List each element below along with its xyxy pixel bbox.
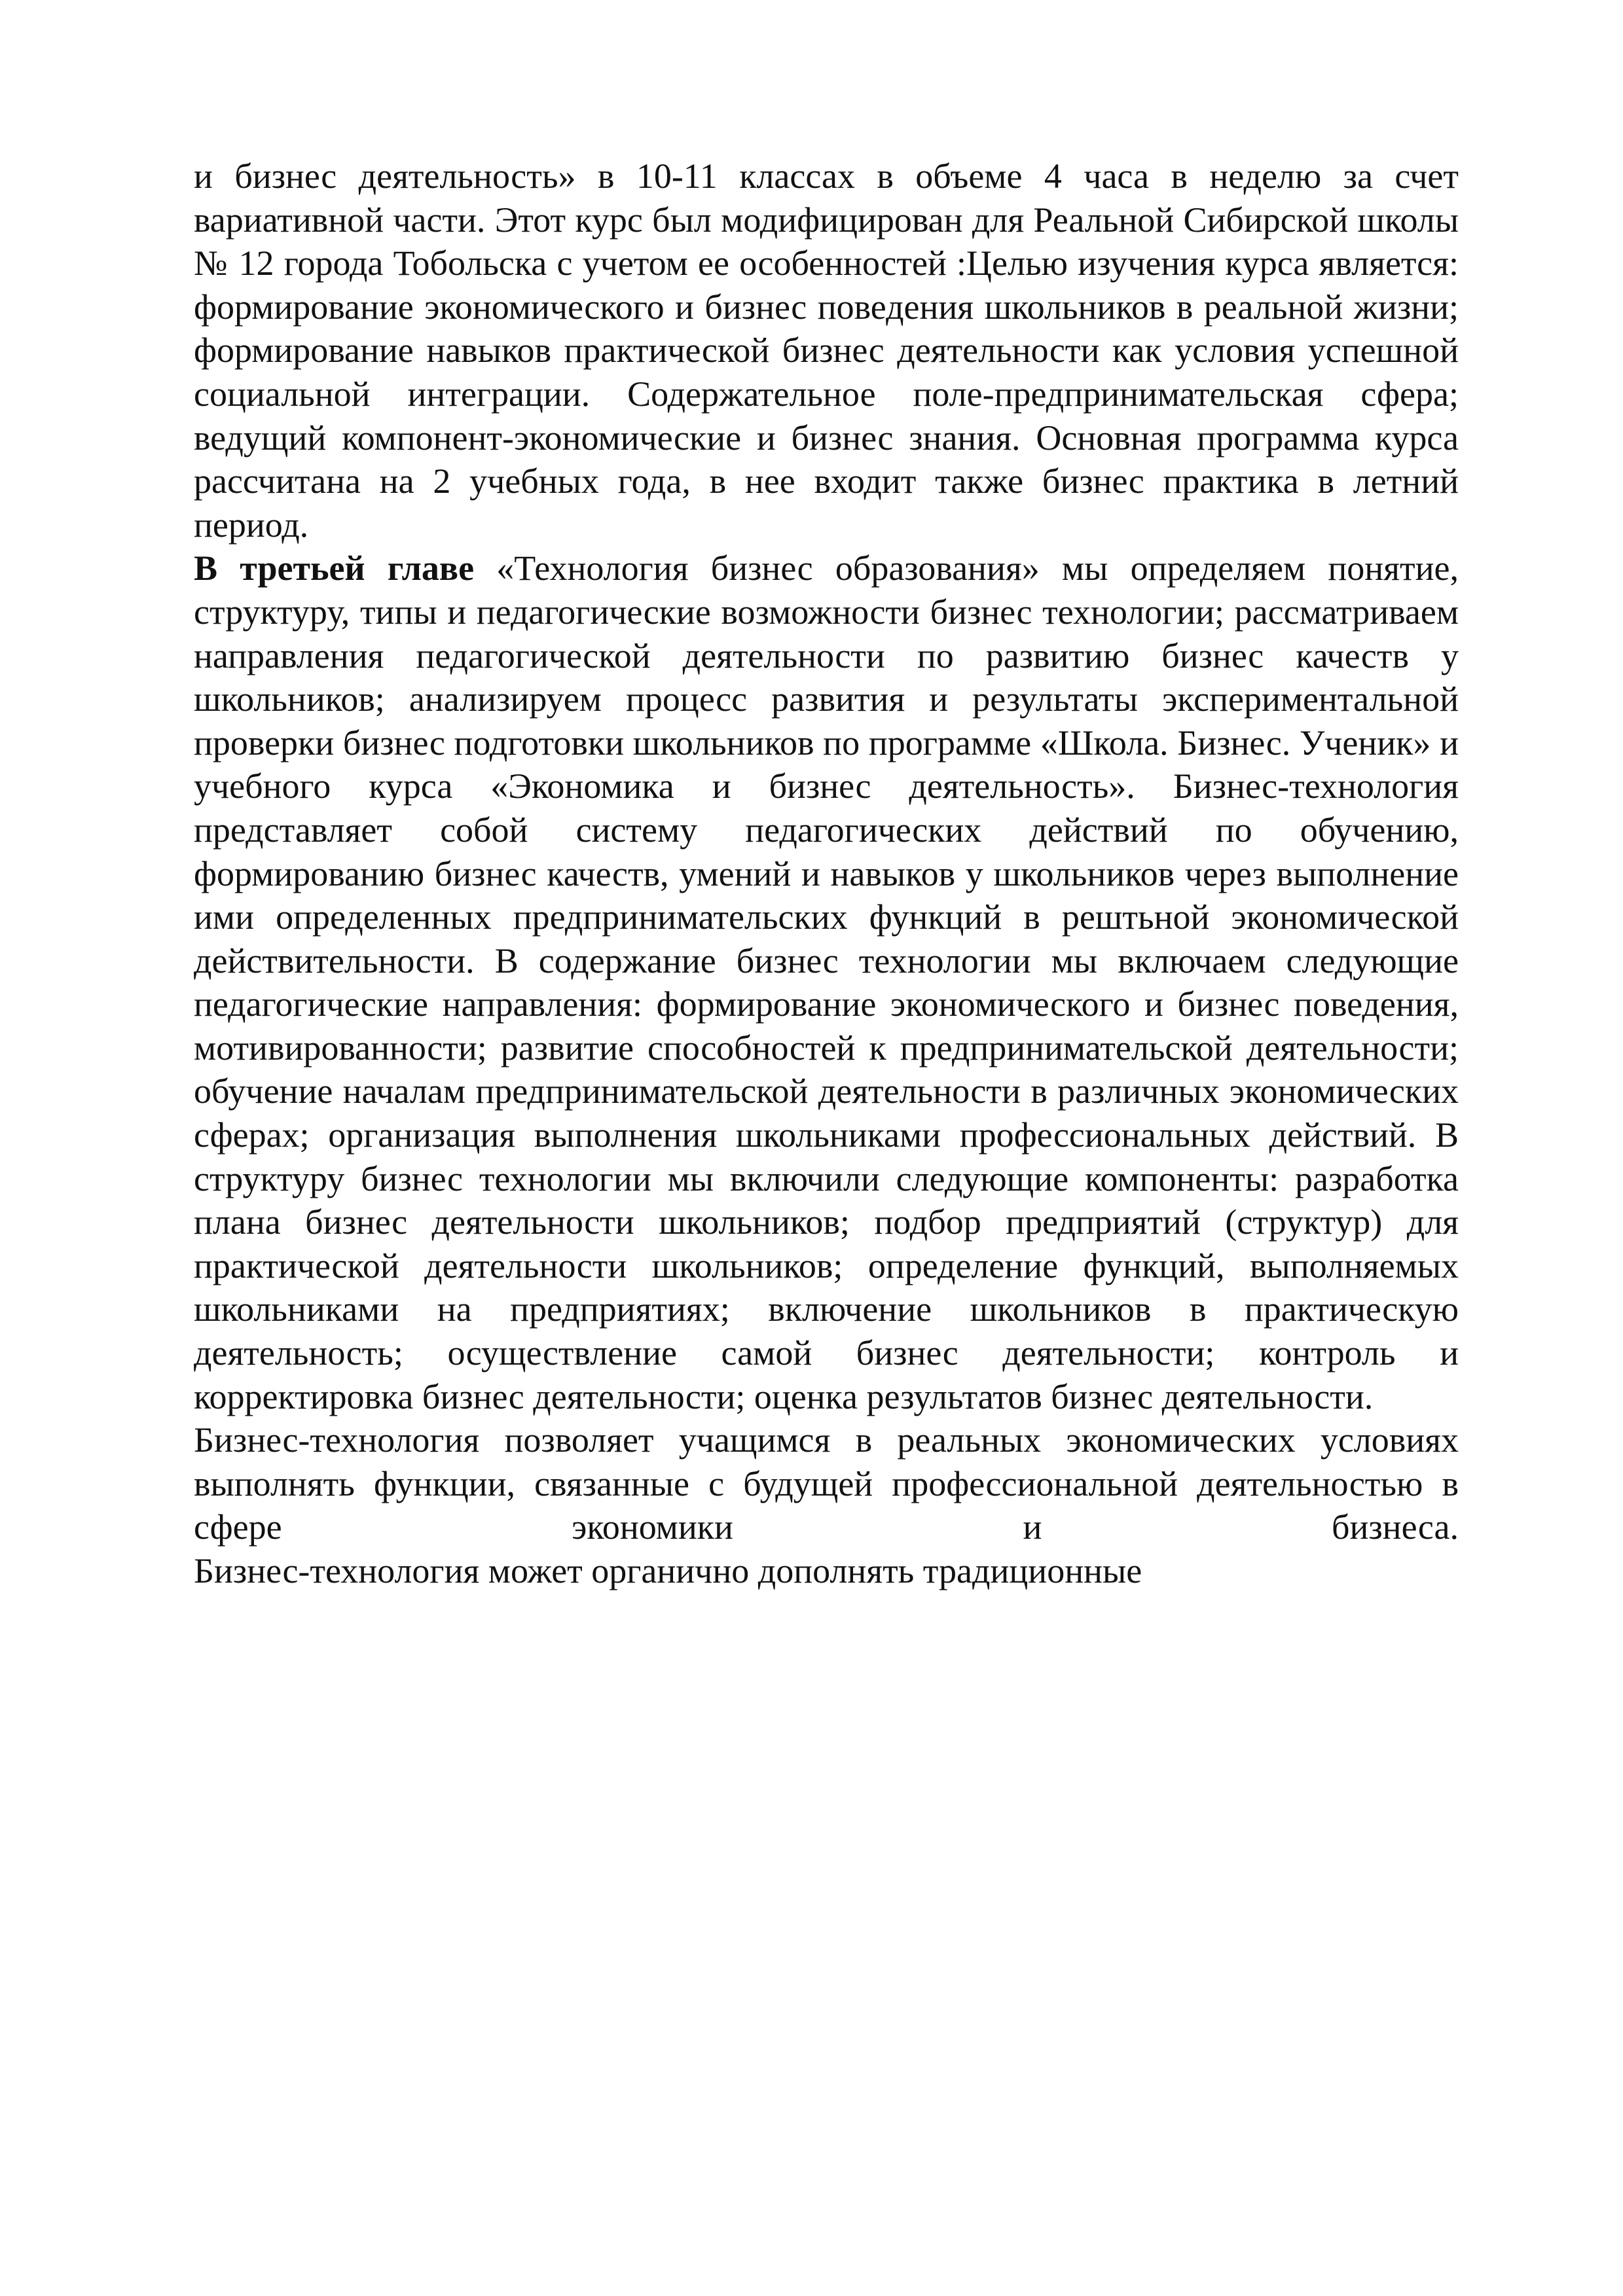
paragraph-3-tail [194, 1549, 1459, 1593]
body-text [194, 154, 1459, 1593]
paragraph-1 [194, 154, 1459, 547]
paragraph-3 [194, 1418, 1459, 1549]
paragraph-1-text: и бизнес деятельность» в 10-11 классах в объеме 4 часа в неделю за счет вариативной части. Этот курс был модифицирован для Реальной Сибирской школы № 12 города Тобольска с учетом ее особенностей :Целью изучения курса является: формирование экономического и бизнес поведения школьников в реальной жизни; формирование навыков практической бизнес деятельности как условия успешной социальной интеграции. Содержательное поле-предпринимательская сфера; ведущий компонент-экономические и бизнес знания. Основная программа курса рассчитана на 2 учебных года, в нее входит также бизнес практика в летний период. [194, 156, 1459, 545]
paragraph-2 [194, 547, 1459, 1418]
chapter-three-lead: В третьей главе [194, 548, 475, 588]
paragraph-3-tail-text: Бизнес-технология может органично дополнять традиционные [194, 1551, 1142, 1590]
paragraph-2-text: «Технология бизнес образования» мы определяем понятие, структуру, типы и педагогические возможности бизнес технологии; рассматриваем направления педагогической деятельности по развитию бизнес качеств у школьников; анализируем процесс развития и результаты экспериментальной проверки бизнес подготовки школьников по программе «Школа. Бизнес. Ученик» и учебного курса «Экономика и бизнес деятельность». Бизнес-технология представляет собой систему педагогических действий по обучению, формированию бизнес качеств, умений и навыков у школьников через выполнение ими определенных предпринимательских функций в рештьной экономической действительности. В содержание бизнес технологии мы включаем следующие педагогические направления: формирование экономического и бизнес поведения, мотивированности; развитие способностей к предпринимательской деятельности; обучение началам предпринимательской деятельности в различных экономических сферах; организация выполнения школьниками профессиональных действий. В структуру бизнес технологии мы включили следующие компоненты: разработка плана бизнес деятельности школьников; подбор предприятий (структур) для практической деятельности школьников; определение функций, выполняемых школьниками на предприятиях; включение школьников в практическую деятельность; осуществление самой бизнес деятельности; контроль и корректировка бизнес деятельности; оценка результатов бизнес деятельности. [194, 548, 1459, 1416]
paragraph-3-text: Бизнес-технология позволяет учащимся в реальных экономических условиях выполнять функции, связанные с будущей профессиональной деятельностью в сфере экономики и бизнеса. [194, 1420, 1459, 1547]
